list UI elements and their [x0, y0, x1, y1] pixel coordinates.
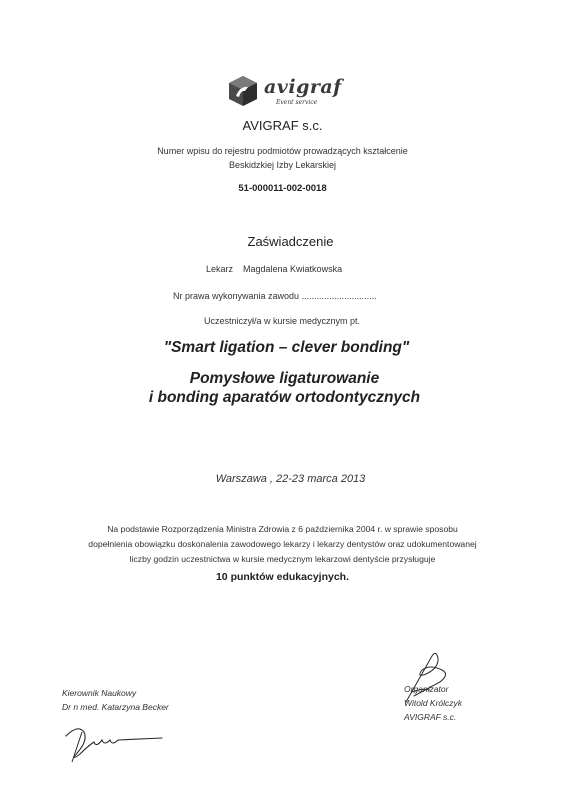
course-title-polish-line-2: i bonding aparatów ortodontycznych: [148, 389, 421, 406]
scientific-director-name: Dr n med. Katarzyna Becker: [62, 702, 169, 712]
doctor-line: [206, 264, 342, 274]
registry-number: 51-000011-002-0018: [238, 183, 327, 194]
course-title-polish-line-1: Pomysłowe ligaturowanie: [189, 370, 380, 387]
doctor-name: Magdalena Kwiatkowska: [243, 264, 343, 274]
scientific-director-signature: [58, 718, 168, 768]
legal-basis-line-1: Na podstawie Rozporządzenia Ministra Zdrowia z 6 października 2004 r. w sprawie sposobu: [107, 524, 458, 534]
organizer-name: Witold Królczyk: [404, 698, 463, 708]
legal-basis-line-3: liczby godzin uczestnictwa w kursie medycznym lekarzowi dentyście przysługuje: [129, 554, 436, 564]
scientific-director-role: Kierownik Naukowy: [62, 688, 137, 698]
avigraf-logo: [226, 72, 346, 116]
avigraf-cube-icon: [226, 74, 260, 108]
legal-basis-line-2: dopełnienia obowiązku doskonalenia zawodowego lekarzy i lekarzy dentystów oraz udokumentowanej: [88, 539, 477, 549]
place-and-date: Warszawa , 22-23 marca 2013: [215, 473, 366, 485]
organizer-role: Organizator: [404, 684, 449, 694]
logo-tagline: Event service: [276, 99, 318, 106]
participation-statement: Uczestniczył/a w kursie medycznym pt.: [204, 316, 361, 326]
doctor-label: Lekarz: [206, 264, 234, 274]
logo-wordmark: avigraf: [264, 76, 342, 98]
license-number-line: Nr prawa wykonywania zawodu ..............................: [173, 291, 377, 301]
education-points: 10 punktów edukacyjnych.: [215, 571, 350, 583]
organizer-company: AVIGRAF s.c.: [404, 712, 457, 722]
registry-line-2: Beskidzkiej Izby Lekarskiej: [228, 160, 337, 170]
certificate-title: Zaświadczenie: [247, 234, 334, 249]
course-title-english: "Smart ligation – clever bonding": [163, 339, 410, 356]
registry-line-1: Numer wpisu do rejestru podmiotów prowadzących kształcenie: [157, 146, 408, 156]
company-name: AVIGRAF s.c.: [242, 118, 323, 133]
